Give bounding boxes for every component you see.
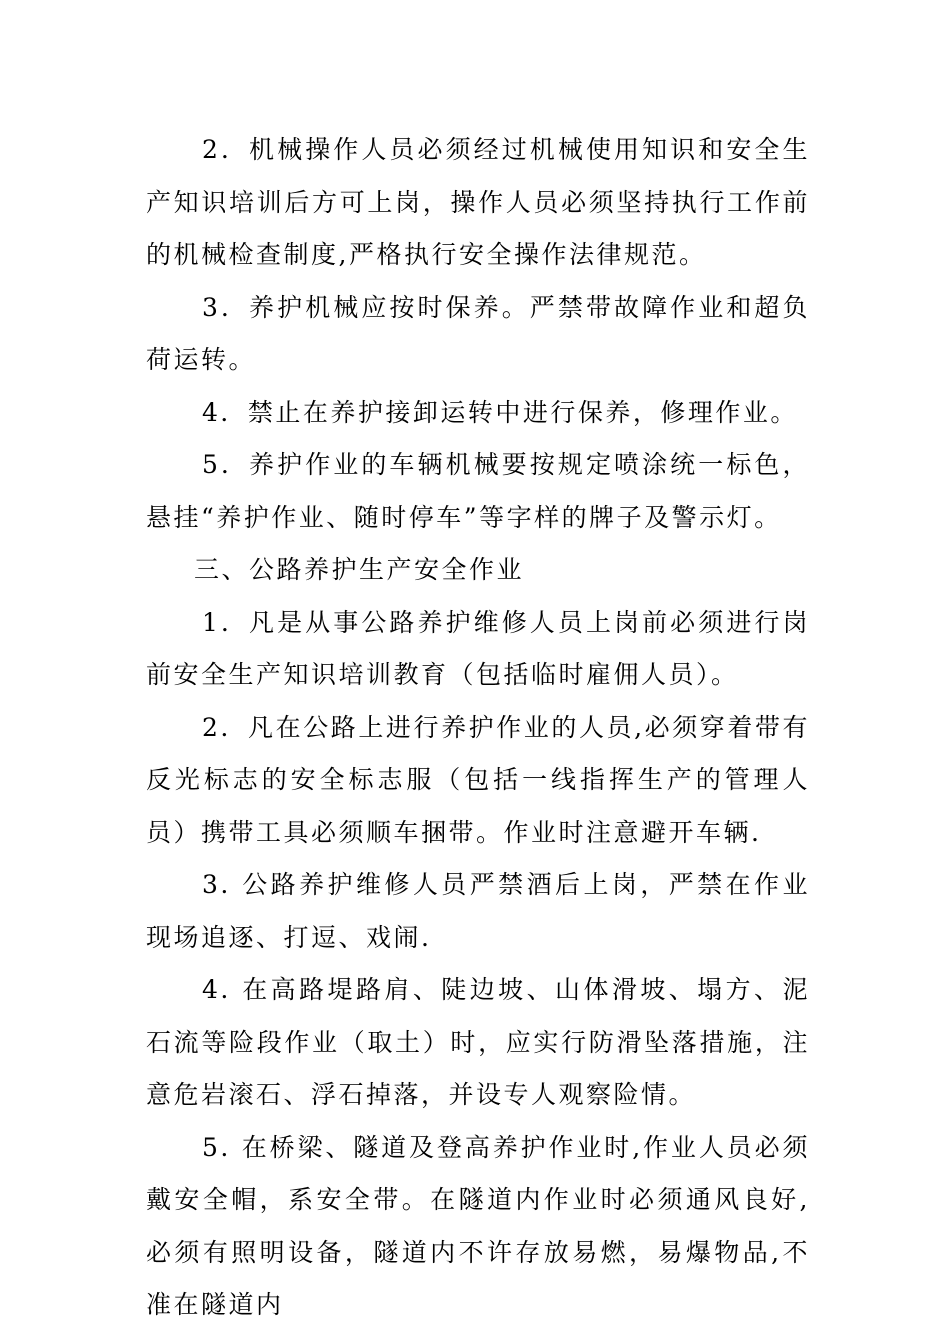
paragraph-bridge-tunnel-work: 5. 在桥梁、隧道及登高养护作业时,作业人员必须戴安全帽，系安全带。在隧道内作业时必须通风良好,必须有照明设备，隧道内不许存放易燃，易爆物品,不准在隧道内	[146, 1132, 810, 1319]
paragraph-machine-operator-training: 2．机械操作人员必须经过机械使用知识和安全生产知识培训后方可上岗，操作人员必须坚持执行工作前的机械检查制度,严格执行安全操作法律规范。	[146, 135, 810, 269]
paragraph-reflective-clothing: 2．凡在公路上进行养护作业的人员,必须穿着带有反光标志的安全标志服（包括一线指挥生产的管理人员）携带工具必须顺车捆带。作业时注意避开车辆.	[146, 712, 810, 847]
paragraph-no-maintenance-while-running: 4．禁止在养护接卸运转中进行保养，修理作业。	[202, 397, 798, 427]
paragraph-machine-maintenance: 3．养护机械应按时保养。严禁带故障作业和超负荷运转。	[146, 292, 810, 374]
paragraph-pre-job-training: 1．凡是从事公路养护维修人员上岗前必须进行岗前安全生产知识培训教育（包括临时雇佣人员）。	[146, 607, 810, 689]
section-heading-road-safety: 三、公路养护生产安全作业	[194, 555, 525, 584]
document-page	[146, 124, 810, 1332]
paragraph-dangerous-sections: 4. 在高路堤路肩、陡边坡、山体滑坡、塌方、泥石流等险段作业（取土）时，应实行防滑坠落措施，注意危岩滚石、浮石掉落，并设专人观察险情。	[146, 975, 810, 1109]
paragraph-vehicle-marking: 5．养护作业的车辆机械要按规定喷涂统一标色，悬挂“养护作业、随时停车”等字样的牌子及警示灯。	[146, 450, 810, 532]
paragraph-no-alcohol: 3. 公路养护维修人员严禁酒后上岗，严禁在作业现场追逐、打逗、戏闹.	[146, 870, 810, 952]
